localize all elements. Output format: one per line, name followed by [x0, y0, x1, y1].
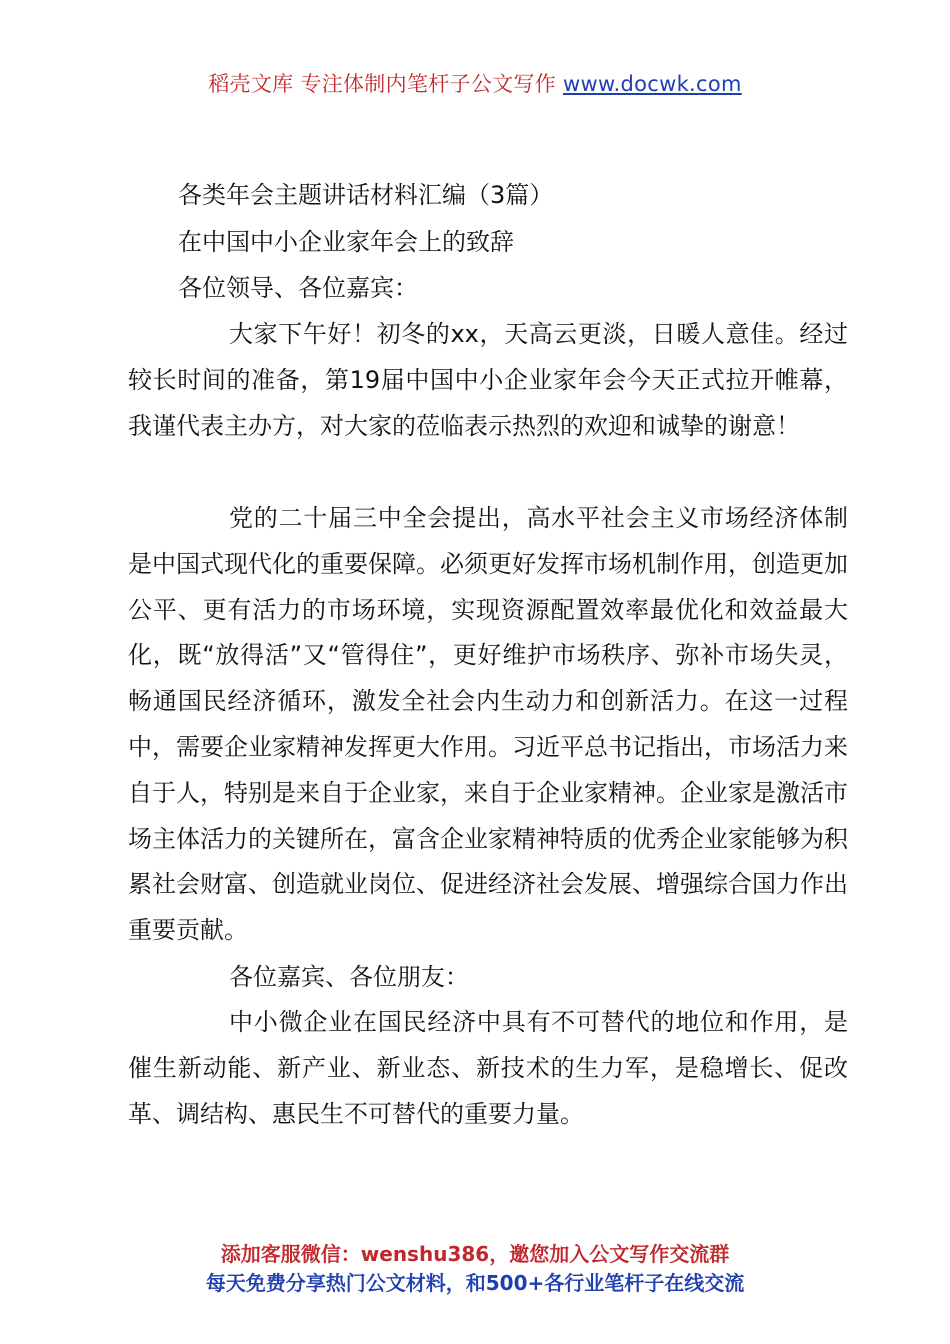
site-header-text: 稻壳文库 专注体制内笔杆子公文写作 [208, 72, 557, 96]
salutation-guests-friends: 各位嘉宾、各位朋友： [229, 963, 469, 991]
greeting: 各位领导、各位嘉宾： [178, 274, 418, 302]
footer-share-line: 每天免费分享热门公文材料，和500+各行业笔杆子在线交流 [205, 1271, 745, 1295]
paragraph-main: 党的二十届三中全会提出，高水平社会主义市场经济体制是中国式现代化的重要保障。必须更好发挥市场机制作用，创造更加公平、更有活力的市场环境，实现资源配置效率最优化和效益最大化，既“放得活”又“管得住”，更好维护市场秩序、弥补市场失灵，畅通国民经济循环，激发全社会内生动力和创新活力。在这一过程中，需要企业家精神发挥更大作用。习近平总书记指出，市场活力来自于人，特别是来自于企业家，来自于企业家精神。企业家是激活市场主体活力的关键所在，富含企业家精神特质的优秀企业家能够为积累社会财富、创造就业岗位、促进经济社会发展、增强综合国力作出重要贡献。 [128, 504, 848, 945]
site-header [0, 68, 950, 98]
document-title: 各类年会主题讲话材料汇编（3篇） [178, 181, 554, 209]
site-url-link[interactable]: www.docwk.com [563, 72, 742, 96]
paragraph-opening: 大家下午好！初冬的xx，天高云更淡，日暖人意佳。经过较长时间的准备，第19届中国中小企业家年会今天正式拉开帷幕，我谨代表主办方，对大家的莅临表示热烈的欢迎和诚挚的谢意！ [128, 320, 848, 440]
footer-wechat-line: 添加客服微信：wenshu386，邀您加入公文写作交流群 [220, 1242, 730, 1266]
document-subtitle: 在中国中小企业家年会上的致辞 [178, 228, 514, 256]
paragraph-smes: 中小微企业在国民经济中具有不可替代的地位和作用，是催生新动能、新产业、新业态、新技术的生力军，是稳增长、促改革、调结构、惠民生不可替代的重要力量。 [128, 1008, 848, 1128]
